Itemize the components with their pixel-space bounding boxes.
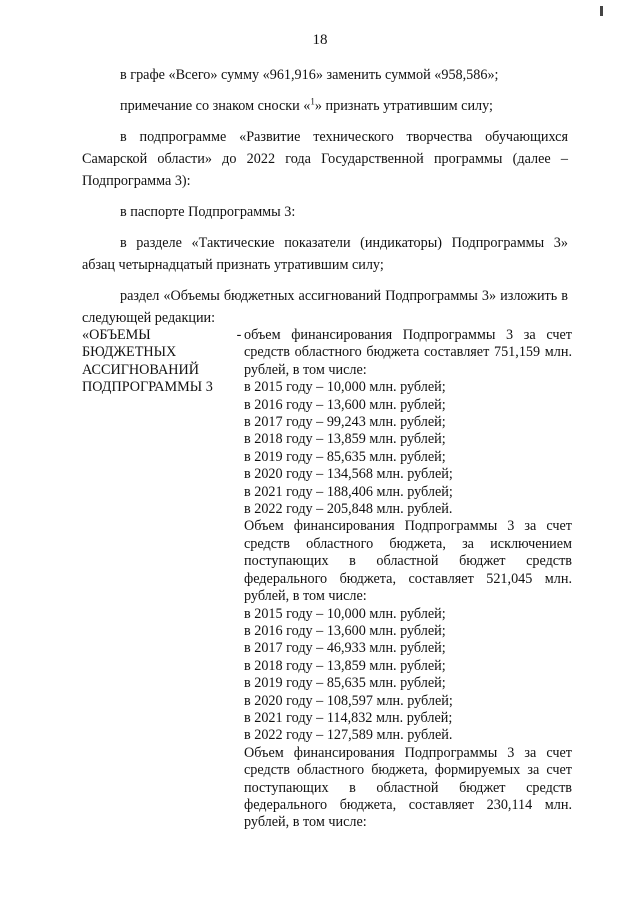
label-line: БЮДЖЕТНЫХ bbox=[82, 344, 177, 361]
year-line: в 2016 году – 13,600 млн. рублей; bbox=[244, 622, 446, 639]
paragraph: примечание со знаком сноски «$^1$» признать утратившим силу; bbox=[120, 96, 493, 114]
year-line: в 2021 году – 188,406 млн. рублей; bbox=[244, 483, 453, 500]
paragraph: в подпрограмме «Развитие технического творчества обучающихся Самарской области» до 2022 года Государственной программы (далее – Подпрограмма 3): bbox=[82, 129, 568, 189]
label-line: ПОДПРОГРАММЫ 3 bbox=[82, 379, 213, 396]
scan-mark bbox=[600, 6, 603, 16]
year-line: в 2016 году – 13,600 млн. рублей; bbox=[244, 396, 446, 413]
year-line: в 2021 году – 114,832 млн. рублей; bbox=[244, 709, 453, 726]
year-line: в 2015 году – 10,000 млн. рублей; bbox=[244, 605, 446, 622]
label-line: АССИГНОВАНИЙ bbox=[82, 361, 199, 378]
paragraph: раздел «Объемы бюджетных ассигнований Подпрограммы 3» изложить в следующей редакции: bbox=[82, 288, 568, 326]
year-line: в 2017 году – 99,243 млн. рублей; bbox=[244, 414, 446, 431]
funding-intro: Объем финансирования Подпрограммы 3 за счет средств областного бюджета, за исключением поступающих в областной бюджет средств федерального бюджета, составляет 521,045 млн. рублей, в том числе: bbox=[244, 518, 572, 605]
body-text bbox=[82, 64, 568, 329]
section-label bbox=[82, 327, 232, 397]
year-line: в 2018 году – 13,859 млн. рублей; bbox=[244, 657, 446, 674]
funding-intro: Объем финансирования Подпрограммы 3 за счет средств областного бюджета, формируемых за счет поступающих в областной бюджет средств федерального бюджета, составляет 230,114 млн. рублей, в том числе: bbox=[244, 744, 572, 831]
year-line: в 2022 году – 127,589 млн. рублей. bbox=[244, 727, 453, 744]
label-line: «ОБЪЕМЫ bbox=[82, 327, 151, 343]
paragraph: в паспорте Подпрограммы 3: bbox=[120, 204, 296, 220]
year-line: в 2022 году – 205,848 млн. рублей. bbox=[244, 501, 453, 518]
year-line: в 2015 году – 10,000 млн. рублей; bbox=[244, 379, 446, 396]
funding-content bbox=[244, 327, 572, 832]
footnote-mark: 1 bbox=[310, 96, 315, 107]
paragraph: в разделе «Тактические показатели (индикаторы) Подпрограммы 3» абзац четырнадцатый признать утратившим силу; bbox=[82, 235, 568, 273]
year-line: в 2017 году – 46,933 млн. рублей; bbox=[244, 640, 446, 657]
page-number: 18 bbox=[312, 32, 328, 48]
year-line: в 2019 году – 85,635 млн. рублей; bbox=[244, 448, 446, 465]
funding-intro: объем финансирования Подпрограммы 3 за счет средств областного бюджета составляет 751,159 млн. рублей, в том числе: bbox=[244, 327, 572, 378]
year-line: в 2020 году – 134,568 млн. рублей; bbox=[244, 466, 453, 483]
separator-dash: - bbox=[236, 327, 242, 343]
year-line: в 2019 году – 85,635 млн. рублей; bbox=[244, 675, 446, 692]
year-line: в 2018 году – 13,859 млн. рублей; bbox=[244, 431, 446, 448]
paragraph: в графе «Всего» сумму «961,916» заменить суммой «958,586»; bbox=[120, 67, 499, 83]
year-line: в 2020 году – 108,597 млн. рублей; bbox=[244, 692, 453, 709]
